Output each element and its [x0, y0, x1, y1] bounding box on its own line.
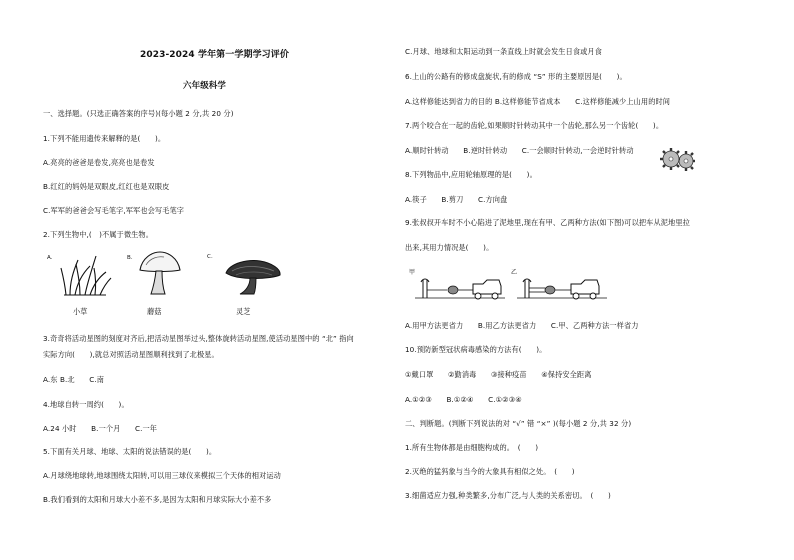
q8-stem: 8.下列物品中,应用轮轴原理的是( )。	[405, 170, 537, 179]
q10-items: ①戴口罩 ②勤消毒 ③接种疫苗 ④保持安全距离	[405, 370, 592, 379]
q10-stem: 10.预防新型冠状病毒感染的方法有( )。	[405, 345, 547, 354]
gears-icon	[660, 144, 696, 180]
q4-stem: 4.地球自转一周约( )。	[43, 400, 129, 409]
q2-caption-a: 小草	[73, 307, 88, 316]
q9-label-yi: 乙	[511, 269, 518, 276]
q9-stem-line1: 9.张叔叔开车时不小心陷进了泥地里,现在有甲、乙两种方法(如下图)可以把车从泥地里拉	[405, 218, 690, 227]
q1-option-a: A.亮亮的爸爸是卷发,亮亮也是卷发	[43, 158, 155, 167]
q2-stem: 2.下列生物中,( )不属于微生物。	[43, 230, 153, 239]
section-judge-heading: 二、判断题。(判断下列说法的对 “√” 错 “×” )(每小题 2 分,共 32 分)	[405, 419, 632, 428]
q1-option-b: B.红红的妈妈是双眼皮,红红也是双眼皮	[43, 182, 170, 191]
q4-options: A.24 小时 B.一个月 C.一年	[43, 424, 158, 433]
q10-options: A.①②③ B.①②④ C.①②③④	[405, 395, 522, 404]
q9-label-jia: 甲	[409, 269, 416, 276]
q2-tag-c: C.	[207, 254, 213, 260]
q5-option-c: C.月球、地球和太阳运动到一条直线上时就会发生日食或月食	[405, 47, 602, 56]
judge-1: 1.所有生物体都是由细胞构成的。 ( )	[405, 443, 539, 452]
q1-stem: 1.下列不能用遗传来解释的是( )。	[43, 134, 166, 143]
q6-options: A.这样修能达到省力的目的 B.这样修能节省成本 C.这样修能减少上山用的时间	[405, 97, 671, 106]
page-subtitle: 六年级科学	[183, 81, 227, 91]
q5-stem: 5.下面有关月球、地球、太阳的说法错误的是( )。	[43, 447, 217, 456]
q2-caption-b: 蘑菇	[147, 307, 162, 316]
q8-options: A.筷子 B.剪刀 C.方向盘	[405, 195, 508, 204]
judge-3: 3.细菌适应力强,种类繁多,分布广泛,与人类的关系密切。 ( )	[405, 491, 611, 500]
judge-2: 2.灭绝的猛犸象与当今的大象具有相似之处。 ( )	[405, 467, 575, 476]
q9-options: A.用甲方法更省力 B.用乙方法更省力 C.甲、乙两种方法一样省力	[405, 321, 639, 330]
pulley-method-yi-icon	[517, 272, 607, 308]
section-choice-heading: 一、选择题。(只选正确答案的序号)(每小题 2 分,共 20 分)	[43, 109, 234, 118]
mushroom-icon	[138, 250, 182, 300]
q3-options: A.东 B.北 C.南	[43, 375, 105, 384]
q5-option-a: A.月球绕地球转,地球围绕太阳转,可以用三球仪来模拟三个天体的相对运动	[43, 471, 281, 480]
grass-icon	[60, 254, 112, 300]
lingzhi-icon	[224, 259, 282, 299]
q2-caption-c: 灵芝	[236, 307, 251, 316]
q6-stem: 6.上山的公路有的修成盘旋状,有的修成 “S” 形的主要原因是( )。	[405, 72, 627, 81]
q2-tag-a: A.	[47, 255, 53, 261]
q1-option-c: C.军军的爸爸会写毛笔字,军军也会写毛笔字	[43, 206, 185, 215]
q3-stem-line2: 实际方向( ),就总对照活动星图顺利找到了北极星。	[43, 350, 219, 359]
page-title: 2023-2024 学年第一学期学习评价	[140, 50, 289, 60]
q3-stem-line1: 3.奇奇将活动星图的刻度对齐后,把活动星图举过头,整体旋转活动星图,使活动星图中的 “北” 指向	[43, 334, 354, 343]
q2-tag-b: B.	[127, 255, 133, 261]
q5-option-b: B.我们看到的太阳和月球大小差不多,是因为太阳和月球实际大小差不多	[43, 495, 272, 504]
q7-options: A.顺时针转动 B.逆时针转动 C.一会顺时针转动,一会逆时针转动	[405, 146, 634, 155]
q7-stem: 7.两个咬合在一起的齿轮,如果顺时针转动其中一个齿轮,那么另一个齿轮( )。	[405, 121, 664, 130]
q9-stem-line2: 出来,其用力情况是( )。	[405, 243, 494, 252]
pulley-method-jia-icon	[415, 272, 505, 308]
